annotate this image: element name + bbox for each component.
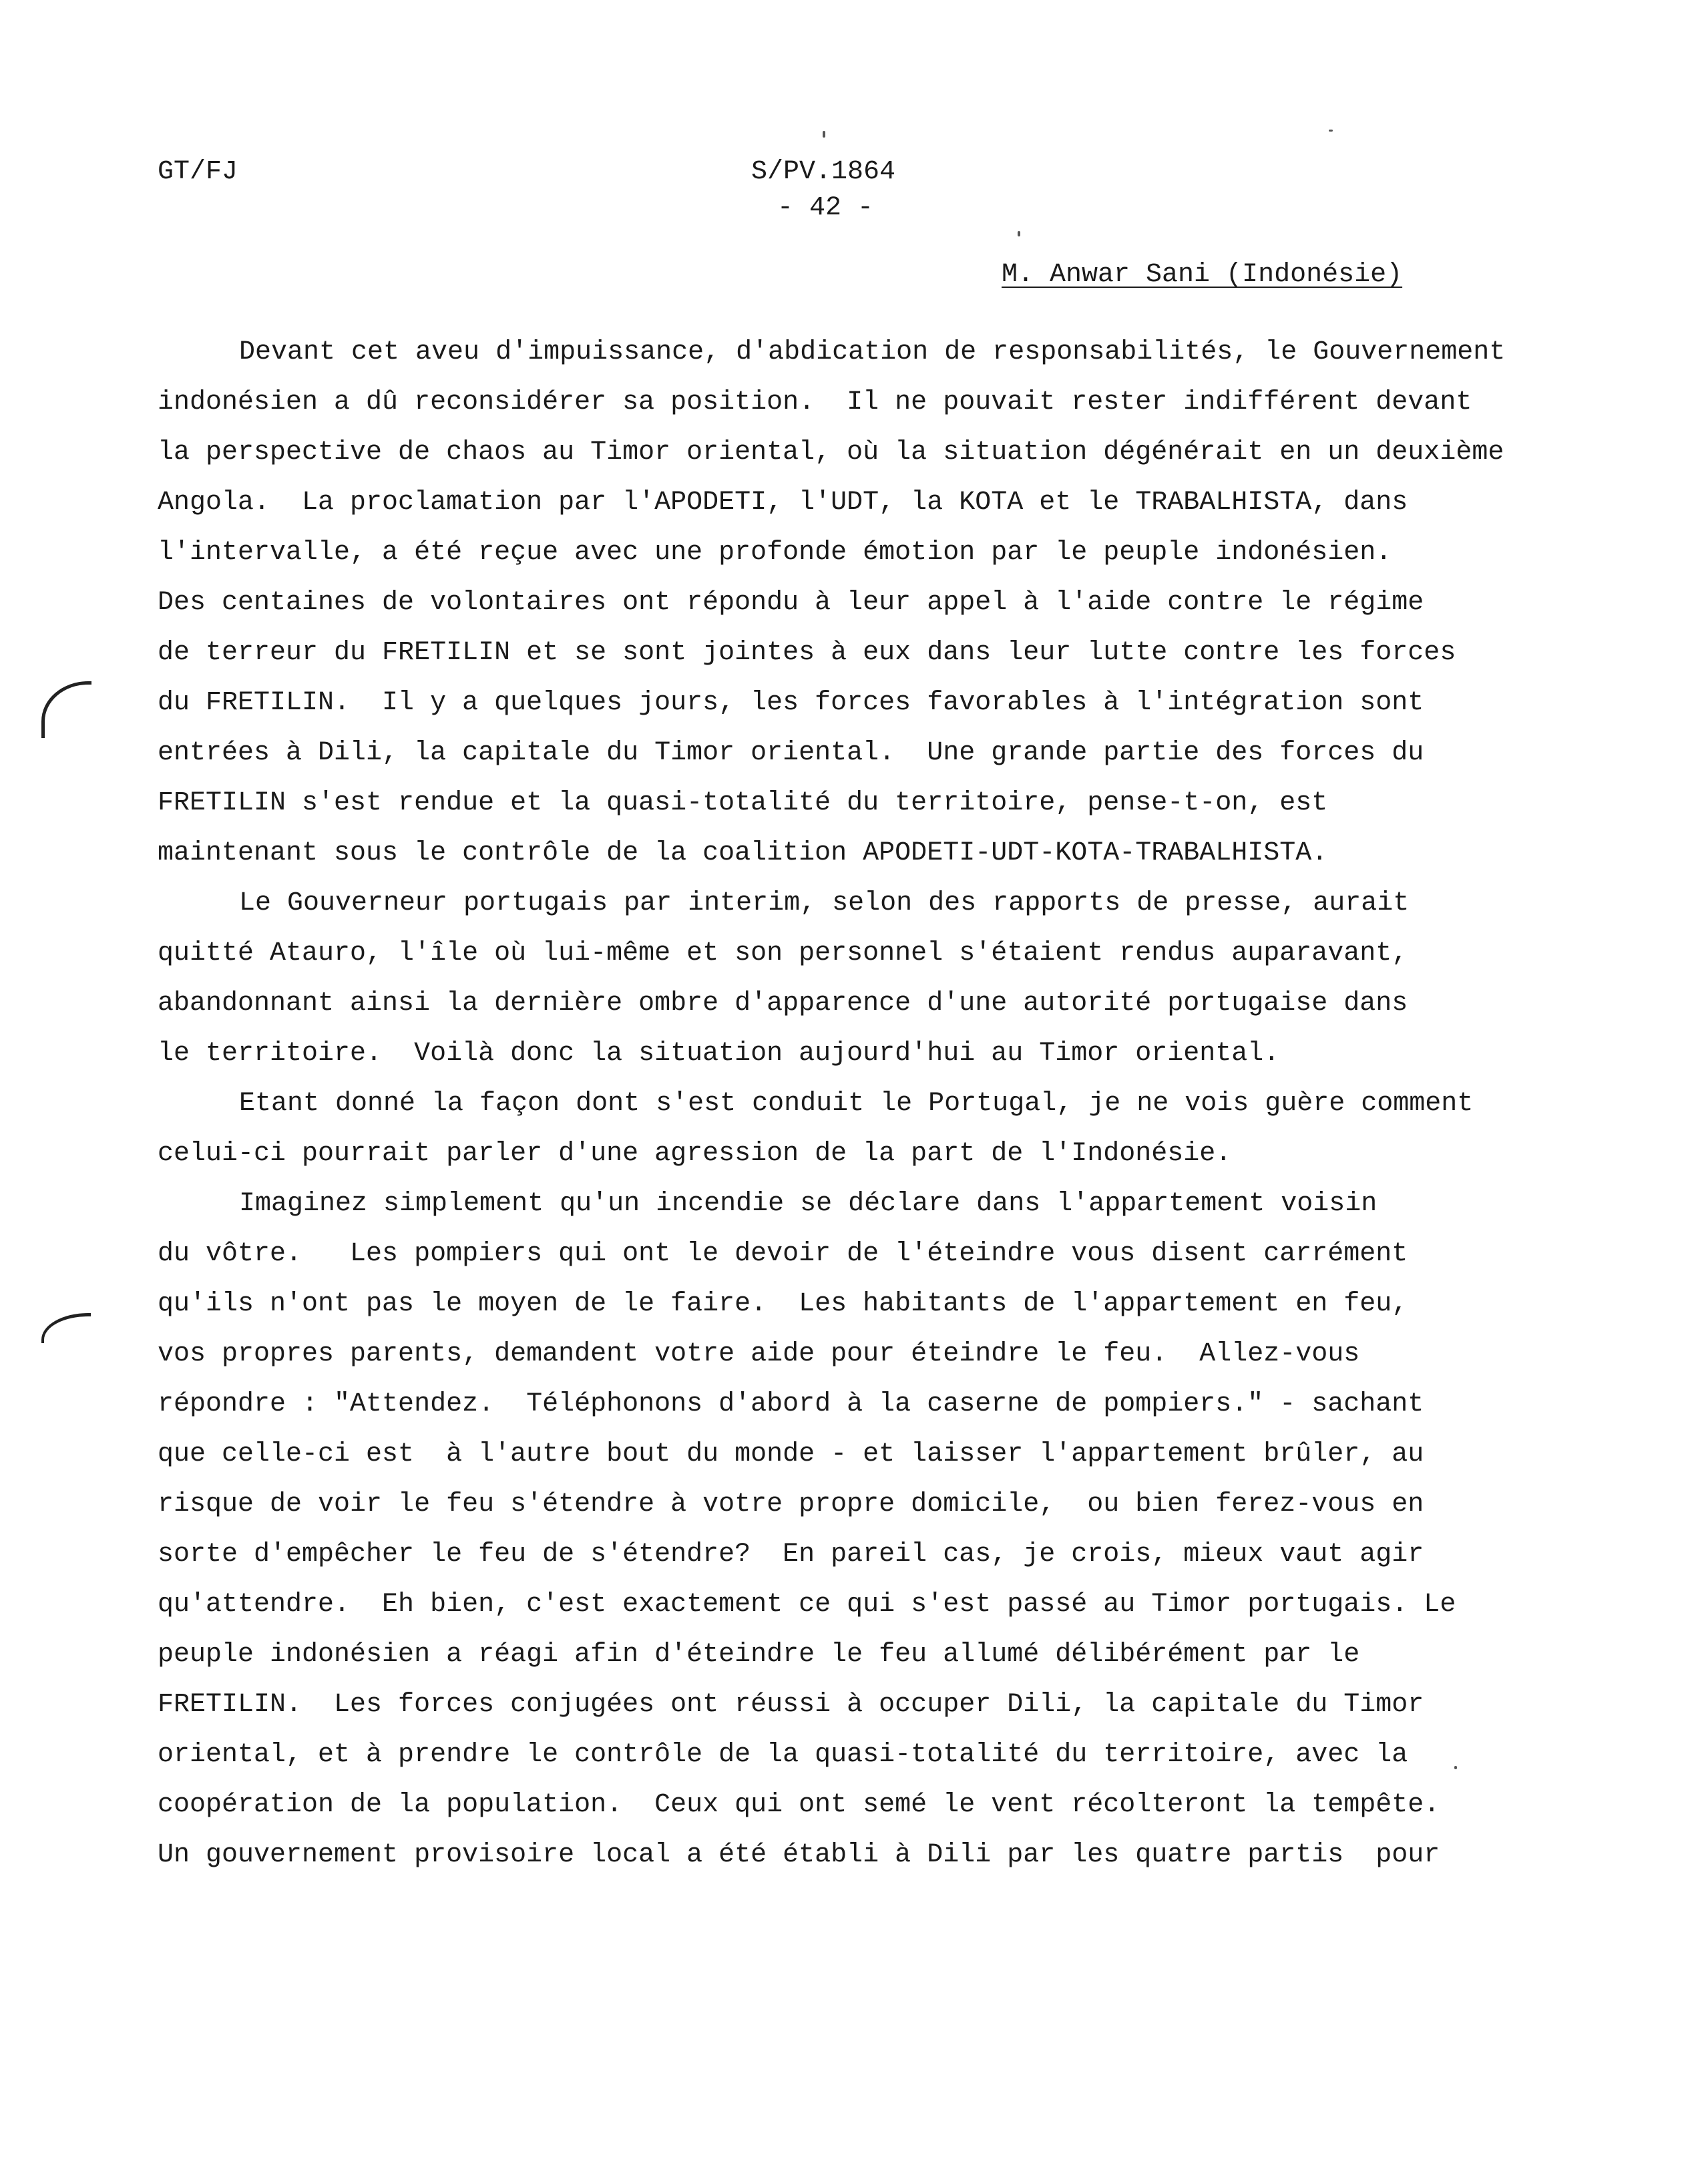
text-line: Etant donné la façon dont s'est conduit le Portugal, je ne vois guère comment [239,1089,1474,1119]
text-line: entrées à Dili, la capitale du Timor oriental. Une grande partie des forces du [158,738,1424,768]
text-line: de terreur du FRETILIN et se sont jointes à eux dans leur lutte contre les forces [158,638,1456,668]
speaker-name: M. Anwar Sani (Indonésie) [1002,260,1403,290]
paragraph [158,1079,1580,1179]
paragraph [158,327,1580,878]
text-line: quitté Atauro, l'île où lui-même et son personnel s'étaient rendus auparavant, [158,938,1408,968]
text-line: Un gouvernement provisoire local a été établi à Dili par les quatre partis pour [158,1840,1440,1870]
text-line: qu'attendre. Eh bien, c'est exactement ce qui s'est passé au Timor portugais. Le [158,1590,1456,1620]
text-line: du vôtre. Les pompiers qui ont le devoir de l'éteindre vous disent carrément [158,1239,1408,1269]
paragraph [158,1179,1580,1880]
text-line: maintenant sous le contrôle de la coalition APODETI-UDT-KOTA-TRABALHISTA. [158,838,1328,868]
document-symbol: S/PV.1864 [751,157,896,187]
text-line: Le Gouverneur portugais par interim, selon des rapports de presse, aurait [239,888,1410,918]
text-line: Angola. La proclamation par l'APODETI, l'UDT, la KOTA et le TRABALHISTA, dans [158,488,1408,518]
text-line: l'intervalle, a été reçue avec une profonde émotion par le peuple indonésien. [158,538,1392,568]
text-line: qu'ils n'ont pas le moyen de le faire. Les habitants de l'appartement en feu, [158,1289,1408,1319]
scan-speck [1454,1766,1457,1769]
text-line: oriental, et à prendre le contrôle de la quasi-totalité du territoire, avec la [158,1740,1408,1770]
text-line: FRETILIN s'est rendue et la quasi-totalité du territoire, pense-t-on, est [158,788,1328,818]
text-line: la perspective de chaos au Timor oriental, où la situation dégénérait en un deuxième [158,437,1504,468]
text-line: Imaginez simplement qu'un incendie se déclare dans l'appartement voisin [239,1189,1378,1219]
speaker-heading [1002,262,1402,289]
margin-bracket-mark [41,681,91,738]
margin-bracket-mark [41,1313,91,1343]
text-line: risque de voir le feu s'étendre à votre propre domicile, ou bien ferez-vous en [158,1489,1424,1519]
text-line: répondre : "Attendez. Téléphonons d'abord à la caserne de pompiers." - sachant [158,1389,1424,1419]
text-line: que celle-ci est à l'autre bout du monde - et laisser l'appartement brûler, au [158,1439,1424,1469]
text-line: sorte d'empêcher le feu de s'étendre? En pareil cas, je crois, mieux vaut agir [158,1539,1424,1570]
text-line: du FRETILIN. Il y a quelques jours, les forces favorables à l'intégration sont [158,688,1424,718]
paragraph [158,878,1580,1079]
text-line: celui-ci pourrait parler d'une agression de la part de l'Indonésie. [158,1139,1232,1169]
text-line: coopération de la population. Ceux qui ont semé le vent récolteront la tempête. [158,1790,1440,1820]
page-number: - 42 - [777,193,874,223]
speech-body [158,327,1580,1880]
scan-speck [1329,130,1333,132]
text-line: le territoire. Voilà donc la situation aujourd'hui au Timor oriental. [158,1039,1280,1069]
text-line: Devant cet aveu d'impuissance, d'abdication de responsabilités, le Gouvernement [239,337,1506,367]
scan-speck [823,131,825,138]
text-line: vos propres parents, demandent votre aide pour éteindre le feu. Allez-vous [158,1339,1360,1369]
text-line: peuple indonésien a réagi afin d'éteindre le feu allumé délibérément par le [158,1640,1360,1670]
text-line: Des centaines de volontaires ont répondu à leur appel à l'aide contre le régime [158,588,1424,618]
text-line: abandonnant ainsi la dernière ombre d'apparence d'une autorité portugaise dans [158,988,1408,1019]
text-line: indonésien a dû reconsidérer sa position. Il ne pouvait rester indifférent devant [158,387,1472,417]
text-line: FRETILIN. Les forces conjugées ont réussi à occuper Dili, la capitale du Timor [158,1690,1424,1720]
scan-speck [1018,231,1020,236]
reference-code: GT/FJ [158,157,238,187]
